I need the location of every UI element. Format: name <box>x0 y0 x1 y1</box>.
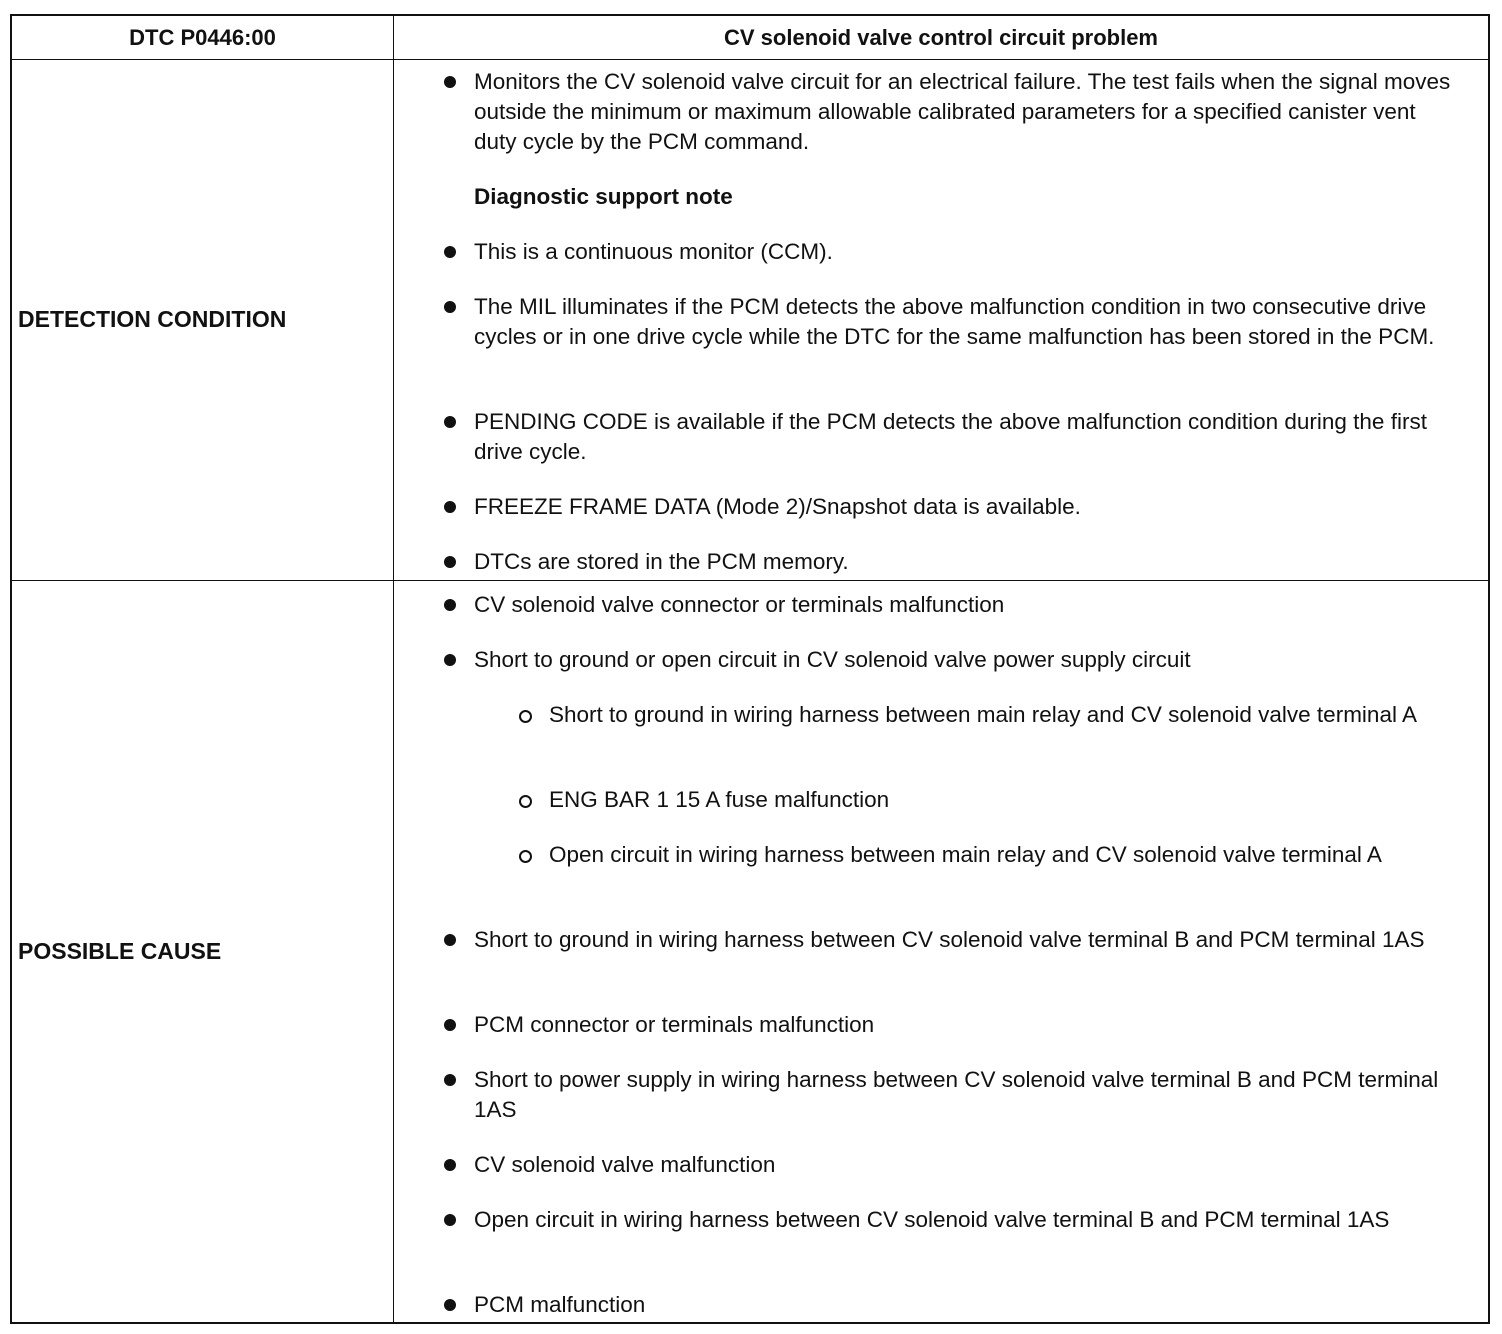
bullet-icon <box>444 1019 456 1031</box>
bullet-icon <box>444 934 456 946</box>
sub-list-item: Short to ground in wiring harness between main relay and CV solenoid valve terminal A <box>549 700 1429 730</box>
bullet-icon <box>444 1074 456 1086</box>
bullet-icon <box>444 1214 456 1226</box>
list-item: CV solenoid valve connector or terminals malfunction <box>474 590 1454 620</box>
header-dtc-title: CV solenoid valve control circuit problem <box>724 25 1158 50</box>
list-item: Short to power supply in wiring harness between CV solenoid valve terminal B and PCM terminal 1AS <box>474 1065 1454 1125</box>
bullet-icon <box>444 246 456 258</box>
bullet-icon <box>444 416 456 428</box>
bullet-icon <box>444 1159 456 1171</box>
bullet-icon <box>444 301 456 313</box>
list-item: Open circuit in wiring harness between CV solenoid valve terminal B and PCM terminal 1AS <box>474 1205 1454 1235</box>
possible-cause-cell <box>394 581 1488 1322</box>
bullet-icon <box>444 599 456 611</box>
bullet-icon <box>444 76 456 88</box>
dtc-table <box>10 14 1490 1324</box>
hollow-bullet-icon <box>519 850 532 863</box>
detection-condition-label: DETECTION CONDITION <box>18 306 287 332</box>
hollow-bullet-icon <box>519 710 532 723</box>
bullet-icon <box>444 1299 456 1311</box>
list-item: CV solenoid valve malfunction <box>474 1150 1454 1180</box>
bullet-icon <box>444 501 456 513</box>
sub-list-item: ENG BAR 1 15 A fuse malfunction <box>549 785 1429 815</box>
list-item: PCM malfunction <box>474 1290 1454 1320</box>
list-item: Short to ground or open circuit in CV solenoid valve power supply circuit <box>474 645 1454 675</box>
list-item: Monitors the CV solenoid valve circuit for an electrical failure. The test fails when the signal moves outside the minimum or maximum allowable calibrated parameters for a specified canister vent duty cycle by the PCM command. <box>474 67 1454 157</box>
diagnostic-support-note-heading: Diagnostic support note <box>474 184 733 209</box>
bullet-icon <box>444 654 456 666</box>
list-item: FREEZE FRAME DATA (Mode 2)/Snapshot data is available. <box>474 492 1454 522</box>
possible-cause-label: POSSIBLE CAUSE <box>18 938 222 964</box>
hollow-bullet-icon <box>519 795 532 808</box>
list-item: The MIL illuminates if the PCM detects the above malfunction condition in two consecutive drive cycles or in one drive cycle while the DTC for the same malfunction has been stored in the PCM. <box>474 292 1454 352</box>
list-item: PCM connector or terminals malfunction <box>474 1010 1454 1040</box>
header-dtc-code: DTC P0446:00 <box>129 25 276 50</box>
list-item: This is a continuous monitor (CCM). <box>474 237 1454 267</box>
bullet-icon <box>444 556 456 568</box>
list-item: DTCs are stored in the PCM memory. <box>474 547 1454 577</box>
sub-list-item: Open circuit in wiring harness between main relay and CV solenoid valve terminal A <box>549 840 1429 870</box>
detection-condition-cell <box>394 60 1488 580</box>
list-item: Short to ground in wiring harness between CV solenoid valve terminal B and PCM terminal 1AS <box>474 925 1454 955</box>
list-item: PENDING CODE is available if the PCM detects the above malfunction condition during the first drive cycle. <box>474 407 1454 467</box>
